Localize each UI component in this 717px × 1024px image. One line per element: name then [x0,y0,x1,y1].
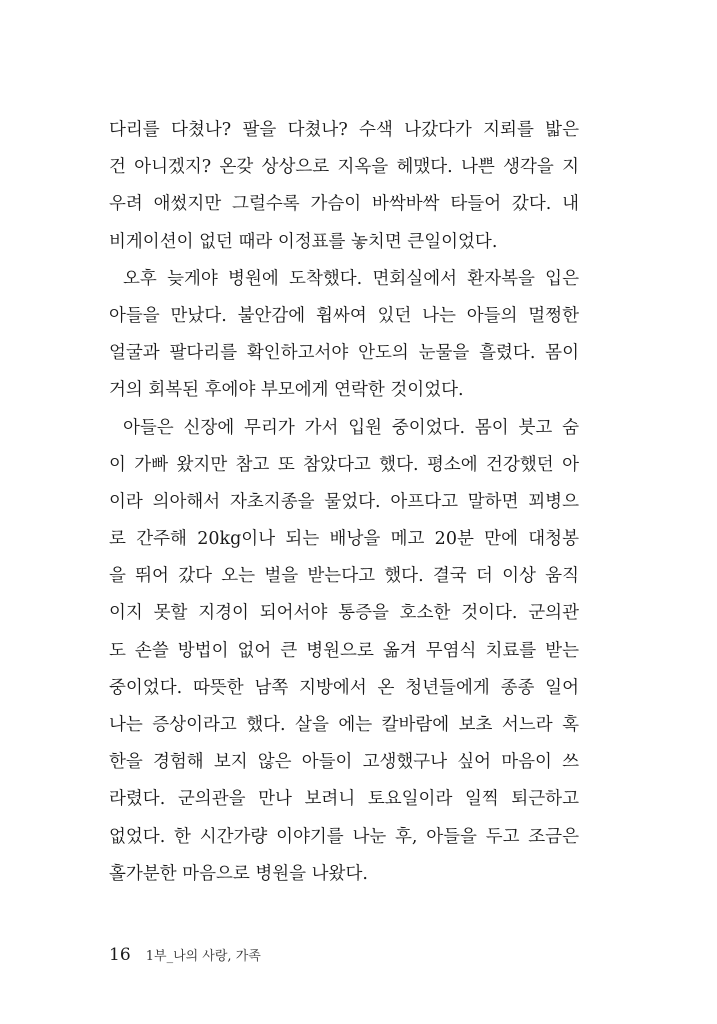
text-line: 도 손쓸 방법이 없어 큰 병원으로 옮겨 무염식 치료를 받는 [109,640,579,661]
text-line: 아들은 신장에 무리가 가서 입원 중이었다. 몸이 붓고 숨 [123,417,579,438]
body-text [109,112,579,893]
text-line: 한을 경험해 보지 않은 아들이 고생했구나 싶어 마음이 쓰 [109,752,579,773]
text-line: 홀가분한 마음으로 병원을 나왔다. [109,863,368,884]
text-line: 아들을 만났다. 불안감에 휩싸여 있던 나는 아들의 멀쩡한 [109,305,579,326]
page-number: 16 [109,945,131,965]
text-line: 비게이션이 없던 때라 이정표를 놓치면 큰일이었다. [109,231,498,252]
text-line: 이 가빠 왔지만 참고 또 참았다고 했다. 평소에 건강했던 아 [109,454,579,475]
text-line: 을 뛰어 갔다 오는 벌을 받는다고 했다. 결국 더 이상 움직 [109,566,579,587]
text-line: 건 아니겠지? 온갖 상상으로 지옥을 헤맸다. 나쁜 생각을 지 [109,157,579,178]
text-line: 로 간주해 20kg이나 되는 배낭을 메고 20분 만에 대청봉 [109,529,579,550]
text-line: 중이었다. 따뜻한 남쪽 지방에서 온 청년들에게 종종 일어 [109,677,579,698]
text-line: 나는 증상이라고 했다. 살을 에는 칼바람에 보초 서느라 혹 [109,715,579,735]
text-line: 얼굴과 팔다리를 확인하고서야 안도의 눈물을 흘렸다. 몸이 [109,343,579,364]
page-footer [109,941,261,969]
text-line: 없었다. 한 시간가량 이야기를 나눈 후, 아들을 두고 조금은 [109,826,579,847]
text-line: 거의 회복된 후에야 부모에게 연락한 것이었다. [109,380,464,401]
text-line: 라렸다. 군의관을 만나 보려니 토요일이라 일찍 퇴근하고 [109,789,579,810]
text-line: 오후 늦게야 병원에 도착했다. 면회실에서 환자복을 입은 [123,268,579,289]
text-line: 이라 의아해서 자초지종을 물었다. 아프다고 말하면 꾀병으 [109,491,579,512]
running-head: 1부_나의 사랑, 가족 [145,949,261,964]
text-line: 다리를 다쳤나? 팔을 다쳤나? 수색 나갔다가 지뢰를 밟은 [109,120,579,140]
text-line: 이지 못할 지경이 되어서야 통증을 호소한 것이다. 군의관 [109,603,579,624]
text-line: 우려 애썼지만 그럴수록 가슴이 바싹바싹 타들어 갔다. 내 [109,194,579,215]
